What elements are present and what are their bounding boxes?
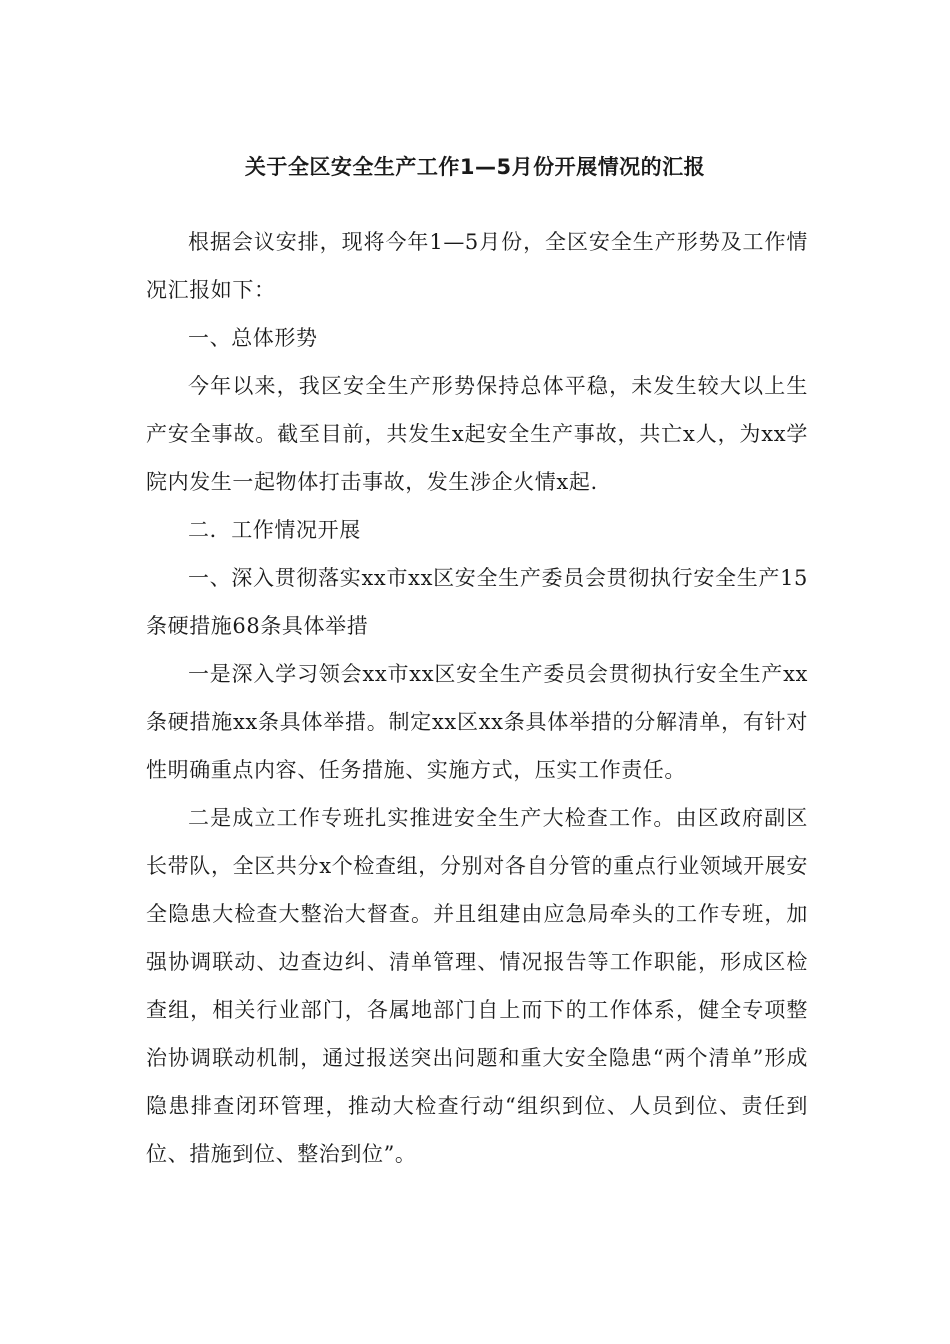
- paragraph-intro: 根据会议安排，现将今年1—5月份，全区安全生产形势及工作情况汇报如下：: [146, 230, 808, 302]
- heading-work-progress: 二．工作情况开展: [188, 518, 361, 542]
- paragraph-task-force: 二是成立工作专班扎实推进安全生产大检查工作。由区政府副区长带队，全区共分x个检查组，分别对各自分管的重点行业领域开展安全隐患大检查大整治大督查。并且组建由应急局牵头的工作专班，加强协调联动、边查边纠、清单管理、情况报告等工作职能，形成区检查组，相关行业部门，各属地部门自上而下的工作体系，健全专项整治协调联动机制，通过报送突出问题和重大安全隐患“两个清单”形成隐患排查闭环管理，推动大检查行动“组织到位、人员到位、责任到位、措施到位、整治到位”。: [146, 806, 808, 1166]
- document-title: 关于全区安全生产工作1—5月份开展情况的汇报: [244, 155, 706, 179]
- paragraph-overall-situation: 今年以来，我区安全生产形势保持总体平稳，未发生较大以上生产安全事故。截至目前，共发生x起安全生产事故，共亡x人，为xx学院内发生一起物体打击事故，发生涉企火情x起.: [146, 374, 808, 494]
- heading-overall-situation: 一、总体形势: [188, 326, 318, 350]
- subheading-implementation: 一、深入贯彻落实xx市xx区安全生产委员会贯彻执行安全生产15条硬措施68条具体举措: [146, 566, 808, 638]
- document-body: [146, 218, 808, 1178]
- paragraph-study-measures: 一是深入学习领会xx市xx区安全生产委员会贯彻执行安全生产xx条硬措施xx条具体举措。制定xx区xx条具体举措的分解清单，有针对性明确重点内容、任务措施、实施方式，压实工作责任。: [146, 662, 808, 782]
